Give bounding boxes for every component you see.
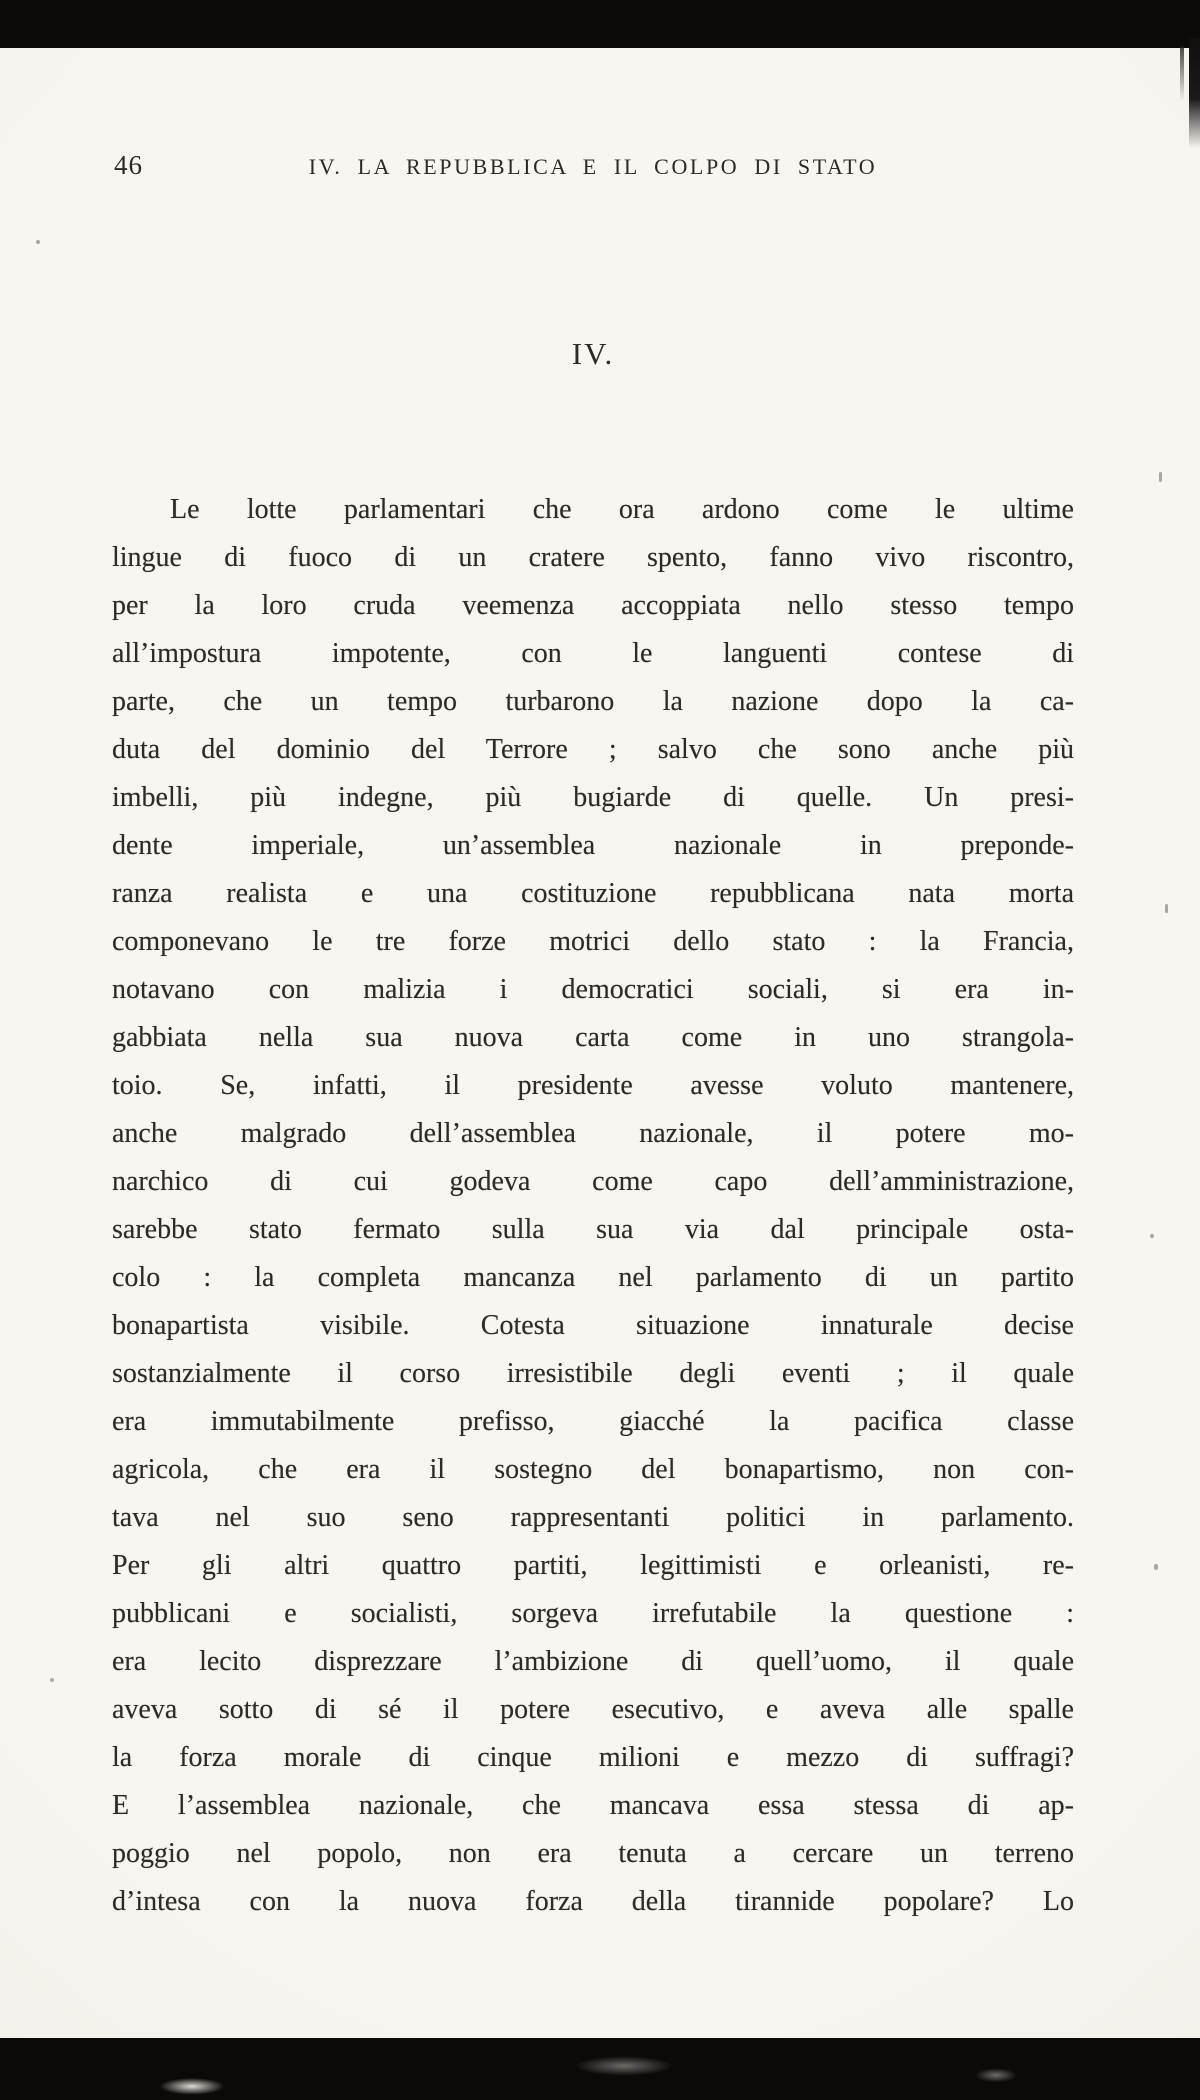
scan-speck bbox=[1150, 1234, 1154, 1238]
text-line: sostanzialmente il corso irresistibile degli eventi ; il quale bbox=[112, 1358, 1074, 1389]
page-number: 46 bbox=[114, 150, 143, 180]
scan-speck bbox=[1165, 904, 1168, 913]
scan-speck bbox=[1154, 1564, 1158, 1570]
scan-speck bbox=[1159, 472, 1162, 482]
text-line: narchico di cui godeva come capo dell’amministrazione, bbox=[112, 1166, 1074, 1197]
text-line: componevano le tre forze motrici dello stato : la Francia, bbox=[112, 926, 1074, 957]
text-line: Le lotte parlamentari che ora ardono come le ultime bbox=[170, 494, 1074, 525]
text-line: toio. Se, infatti, il presidente avesse voluto mantenere, bbox=[112, 1070, 1074, 1101]
text-line: colo : la completa mancanza nel parlamento di un partito bbox=[112, 1262, 1074, 1293]
text-line: era immutabilmente prefisso, giacché la pacifica classe bbox=[112, 1406, 1074, 1437]
body-text bbox=[112, 486, 1074, 1926]
scan-artifact-right-streak-small bbox=[1180, 46, 1184, 102]
text-line: parte, che un tempo turbarono la nazione dopo la ca- bbox=[112, 686, 1074, 717]
scan-artifact-right-streak bbox=[1189, 38, 1200, 148]
text-line: poggio nel popolo, non era tenuta a cercare un terreno bbox=[112, 1838, 1074, 1869]
text-line: lingue di fuoco di un cratere spento, fanno vivo riscontro, bbox=[112, 542, 1074, 573]
text-line: era lecito disprezzare l’ambizione di quell’uomo, il quale bbox=[112, 1646, 1074, 1677]
scan-speck bbox=[36, 240, 40, 244]
text-line: tava nel suo seno rappresentanti politici in parlamento. bbox=[112, 1502, 1074, 1533]
text-line: Per gli altri quattro partiti, legittimisti e orleanisti, re- bbox=[112, 1550, 1074, 1581]
text-line: sarebbe stato fermato sulla sua via dal principale osta- bbox=[112, 1214, 1074, 1245]
text-line: duta del dominio del Terrore ; salvo che sono anche più bbox=[112, 734, 1074, 765]
text-line: gabbiata nella sua nuova carta come in uno strangola- bbox=[112, 1022, 1074, 1053]
text-line: bonapartista visibile. Cotesta situazione innaturale decise bbox=[112, 1310, 1074, 1341]
text-line: notavano con malizia i democratici sociali, si era in- bbox=[112, 974, 1074, 1005]
text-line: dente imperiale, un’assemblea nazionale in preponde- bbox=[112, 830, 1074, 861]
scan-speck bbox=[50, 1678, 54, 1682]
scan-artifact-bottom-band bbox=[0, 2038, 1200, 2100]
page-header bbox=[112, 150, 1074, 186]
chapter-heading: IV. bbox=[571, 336, 615, 371]
text-line: per la loro cruda veemenza accoppiata nello stesso tempo bbox=[112, 590, 1074, 621]
text-line: aveva sotto di sé il potere esecutivo, e aveva alle spalle bbox=[112, 1694, 1074, 1725]
text-line: E l’assemblea nazionale, che mancava essa stessa di ap- bbox=[112, 1790, 1074, 1821]
text-line: la forza morale di cinque milioni e mezzo di suffragi? bbox=[112, 1742, 1074, 1773]
text-line: ranza realista e una costituzione repubblicana nata morta bbox=[112, 878, 1074, 909]
text-line: imbelli, più indegne, più bugiarde di quelle. Un presi- bbox=[112, 782, 1074, 813]
text-line: all’impostura impotente, con le languenti contese di bbox=[112, 638, 1074, 669]
text-line: agricola, che era il sostegno del bonapartismo, non con- bbox=[112, 1454, 1074, 1485]
text-line: d’intesa con la nuova forza della tirannide popolare? Lo bbox=[112, 1886, 1074, 1917]
scan-artifact-top-band bbox=[0, 0, 1200, 48]
text-line: pubblicani e socialisti, sorgeva irrefutabile la questione : bbox=[112, 1598, 1074, 1629]
text-line: anche malgrado dell’assemblea nazionale, il potere mo- bbox=[112, 1118, 1074, 1149]
running-title: IV. LA REPUBBLICA E IL COLPO DI STATO bbox=[308, 154, 878, 179]
